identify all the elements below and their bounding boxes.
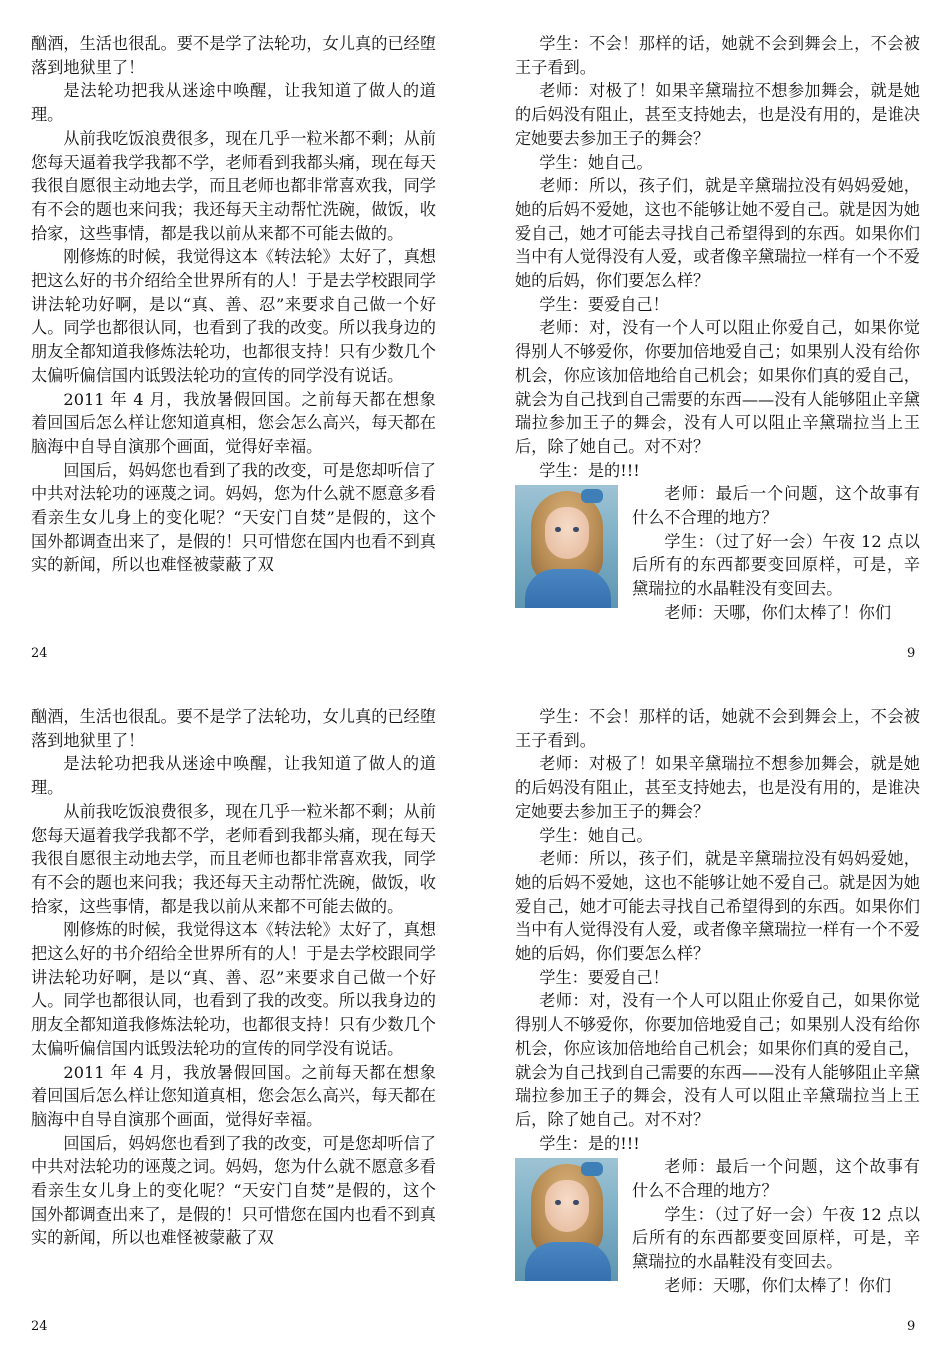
- left-page-number: 24: [31, 1319, 48, 1334]
- paragraph: 学生：（过了好一会）午夜 12 点以后所有的东西都要变回原样，可是，辛黛瑞拉的水晶鞋没有变回去。: [632, 1204, 920, 1272]
- paragraph: 回国后，妈妈您也看到了我的改变，可是您却听信了中共对法轮功的诬蔑之词。妈妈，您为什么就不愿意多看看亲生女儿身上的变化呢？“天安门自焚”是假的，这个国外都调查出来了，是假的！只可惜您在国内也看不到真实的新闻，所以也难怪被蒙蔽了双: [31, 460, 436, 575]
- girl-photo-icon: [515, 485, 618, 608]
- paragraph: 从前我吃饭浪费很多，现在几乎一粒米都不剩；从前您每天逼着我学我都不学，老师看到我都头痛，现在每天我很自愿很主动地去学，而且老师也都非常喜欢我，同学有不会的题也来问我；我还每天主动帮忙洗碗，做饭，收拾家，这些事情，都是我以前从来都不可能去做的。: [31, 128, 436, 243]
- paragraph: 刚修炼的时候，我觉得这本《转法轮》太好了，真想把这么好的书介绍给全世界所有的人！于是去学校跟同学讲法轮功好啊，是以“真、善、忍”来要求自己做一个好人。同学也都很认同，也看到了我的改变。所以我身边的朋友全都知道我修炼法轮功，也都很支持！只有少数几个太偏听偏信国内诋毁法轮功的宣传的同学没有说话。: [31, 247, 436, 385]
- paragraph: 老师：天哪，你们太棒了！你们: [664, 1275, 892, 1295]
- paragraph: 学生：是的!!!: [539, 1133, 640, 1153]
- paragraph: 2011 年 4 月，我放暑假回国。之前每天都在想象着回国后怎么样让您知道真相，您会怎么高兴，每天都在脑海中自导自演那个画面，觉得好幸福。: [31, 1062, 436, 1129]
- paragraph: 回国后，妈妈您也看到了我的改变，可是您却听信了中共对法轮功的诬蔑之词。妈妈，您为什么就不愿意多看看亲生女儿身上的变化呢？“天安门自焚”是假的，这个国外都调查出来了，是假的！只可惜您在国内也看不到真实的新闻，所以也难怪被蒙蔽了双: [31, 1133, 436, 1248]
- left-page: [31, 705, 436, 1250]
- paragraph: 学生：她自己。: [539, 825, 653, 845]
- paragraph: 老师：所以，孩子们，就是辛黛瑞拉没有妈妈爱她，她的后妈不爱她，这也不能够让她不爱自己。就是因为她爱自己，她才可能去寻找自己希望得到的东西。如果你们当中有人觉得没有人爱，或者像辛黛瑞拉一样有一个不爱她的后妈，你们要怎么样？: [515, 176, 920, 291]
- girl-photo-icon: [515, 1158, 618, 1281]
- left-page-number: 24: [31, 646, 48, 661]
- paragraph: 老师：对极了！如果辛黛瑞拉不想参加舞会，就是她的后妈没有阻止，甚至支持她去，也是没有用的，是谁决定她要去参加王子的舞会？: [515, 754, 920, 821]
- right-page: [515, 32, 920, 625]
- paragraph: 老师：所以，孩子们，就是辛黛瑞拉没有妈妈爱她，她的后妈不爱她，这也不能够让她不爱自己。就是因为她爱自己，她才可能去寻找自己希望得到的东西。如果你们当中有人觉得没有人爱，或者像辛黛瑞拉一样有一个不爱她的后妈，你们要怎么样？: [515, 849, 920, 964]
- paragraph: 酗酒，生活也很乱。要不是学了法轮功，女儿真的已经堕落到地狱里了！: [31, 707, 436, 750]
- right-page-number: 9: [907, 1319, 916, 1334]
- paragraph: 学生：要爱自己！: [539, 294, 669, 314]
- paragraph: 老师：对极了！如果辛黛瑞拉不想参加舞会，就是她的后妈没有阻止，甚至支持她去，也是没有用的，是谁决定她要去参加王子的舞会？: [515, 81, 920, 148]
- paragraph: 老师：最后一个问题，这个故事有什么不合理的地方？: [632, 484, 920, 528]
- paragraph: 老师：对，没有一个人可以阻止你爱自己，如果你觉得别人不够爱你，你要加倍地爱自己；如果别人没有给你机会，你应该加倍地给自己机会；如果你们真的爱自己，就会为自己找到自己需要的东西——没有人能够阻止辛黛瑞拉参加王子的舞会，没有人可以阻止辛黛瑞拉当上王后，除了她自己。对不对？: [515, 991, 920, 1129]
- spread-bottom: [0, 673, 950, 1345]
- paragraph: 老师：对，没有一个人可以阻止你爱自己，如果你觉得别人不够爱你，你要加倍地爱自己；如果别人没有给你机会，你应该加倍地给自己机会；如果你们真的爱自己，就会为自己找到自己需要的东西——没有人能够阻止辛黛瑞拉参加王子的舞会，没有人可以阻止辛黛瑞拉当上王后，除了她自己。对不对？: [515, 318, 920, 456]
- paragraph: 学生：不会！那样的话，她就不会到舞会上，不会被王子看到。: [515, 707, 920, 750]
- spread-top: [0, 0, 950, 672]
- right-page: [515, 705, 920, 1298]
- paragraph: 学生：她自己。: [539, 152, 653, 172]
- paragraph: 是法轮功把我从迷途中唤醒，让我知道了做人的道理。: [31, 754, 436, 798]
- paragraph: 老师：天哪，你们太棒了！你们: [664, 602, 892, 622]
- paragraph: 学生：要爱自己！: [539, 967, 669, 987]
- paragraph: 刚修炼的时候，我觉得这本《转法轮》太好了，真想把这么好的书介绍给全世界所有的人！于是去学校跟同学讲法轮功好啊，是以“真、善、忍”来要求自己做一个好人。同学也都很认同，也看到了我的改变。所以我身边的朋友全都知道我修炼法轮功，也都很支持！只有少数几个太偏听偏信国内诋毁法轮功的宣传的同学没有说话。: [31, 920, 436, 1058]
- paragraph: 老师：最后一个问题，这个故事有什么不合理的地方？: [632, 1157, 920, 1201]
- paragraph: 是法轮功把我从迷途中唤醒，让我知道了做人的道理。: [31, 81, 436, 125]
- photo-qa-block: [515, 482, 920, 624]
- paragraph: 酗酒，生活也很乱。要不是学了法轮功，女儿真的已经堕落到地狱里了！: [31, 34, 436, 77]
- paragraph: 学生：（过了好一会）午夜 12 点以后所有的东西都要变回原样，可是，辛黛瑞拉的水晶鞋没有变回去。: [632, 531, 920, 599]
- right-page-number: 9: [907, 646, 916, 661]
- paragraph: 2011 年 4 月，我放暑假回国。之前每天都在想象着回国后怎么样让您知道真相，您会怎么高兴，每天都在脑海中自导自演那个画面，觉得好幸福。: [31, 389, 436, 456]
- paragraph: 学生：是的!!!: [539, 460, 640, 480]
- left-page: [31, 32, 436, 577]
- paragraph: 学生：不会！那样的话，她就不会到舞会上，不会被王子看到。: [515, 34, 920, 77]
- photo-qa-block: [515, 1155, 920, 1297]
- paragraph: 从前我吃饭浪费很多，现在几乎一粒米都不剩；从前您每天逼着我学我都不学，老师看到我都头痛，现在每天我很自愿很主动地去学，而且老师也都非常喜欢我，同学有不会的题也来问我；我还每天主动帮忙洗碗，做饭，收拾家，这些事情，都是我以前从来都不可能去做的。: [31, 801, 436, 916]
